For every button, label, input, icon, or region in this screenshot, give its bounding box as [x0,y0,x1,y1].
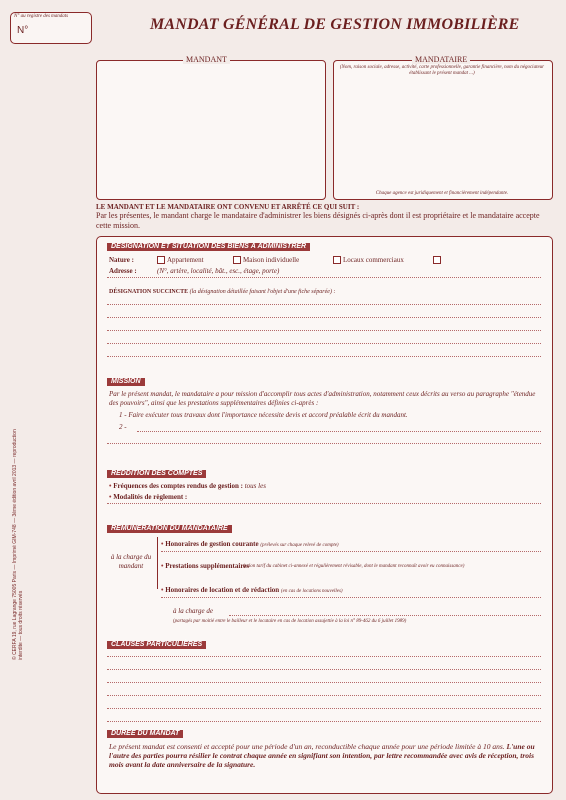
succincte-label: DÉSIGNATION SUCCINCTE (la désignation détaillée faisant l'objet d'une fiche séparée) : [109,289,336,295]
reddition-header: REDDITION DES COMPTES [107,470,206,478]
checkbox-icon[interactable] [233,256,241,264]
mission-line[interactable] [107,443,541,444]
nature-label: Nature : [109,256,134,264]
prestations-note: (selon tarif du cabinet ci-annexé et régulièrement révisable, dont le mandant reconnaît avoir eu connaissance) [243,564,465,569]
option-locaux[interactable]: Locaux commerciaux [333,256,404,264]
mission-item-1: 1 - Faire exécuter tous travaux dont l'importance nécessite devis et accord préalable écrit du mandant. [119,411,408,419]
charge-de-line[interactable] [229,615,541,616]
mandataire-box[interactable] [333,55,553,200]
clauses-line[interactable] [107,721,541,722]
adresse-label: Adresse : [109,267,137,275]
designation-header: DÉSIGNATION ET SITUATION DES BIENS À ADMINISTRER [107,243,310,251]
main-form-box [96,236,553,794]
designation-line[interactable] [107,317,541,318]
location-line[interactable] [161,597,541,598]
charge-de: à la charge de [173,607,213,615]
honoraires-location: • Honoraires de location et de rédaction (en cas de locations nouvelles) [161,586,343,594]
designation-line[interactable] [107,343,541,344]
honoraires-line[interactable] [161,551,541,552]
clauses-line[interactable] [107,695,541,696]
mandant-box[interactable] [96,55,326,200]
remuneration-header: RÉMUNÉRATION DU MANDATAIRE [107,525,232,533]
clauses-line[interactable] [107,669,541,670]
honoraires-courante: • Honoraires de gestion courante (prélevés sur chaque relevé de compte) [161,540,339,548]
modalites-line[interactable] [107,503,541,504]
mission-item-2: 2 - [119,423,127,431]
charge-mandant: à la charge du mandant [110,553,152,570]
mandataire-note: (Nom, raison sociale, adresse, activité, carte professionnelle, garantie financière, nom du négociateur établissant le présent mandat ...) [339,65,545,76]
bracket-divider [157,537,158,589]
adresse-hint: (N°, artère, localité, bât., esc., étage, porte) [157,267,280,275]
mission-line[interactable] [137,431,541,432]
side-imprint: © CERFA 19, rue Lagrange 75005 Paris — Imprimé GIM-748 — 3ème édition avril 2013 — reproduction interdite — tous droits réservés [12,429,24,660]
mandataire-label: MANDATAIRE [412,55,470,64]
option-other[interactable] [433,256,443,264]
clauses-line[interactable] [107,656,541,657]
duree-header: DURÉE DU MANDAT [107,730,183,738]
duree-text: Le présent mandat est consenti et accepté pour une période d'un an, reconductible chaque année pour une période limitée à 10 ans. L'une ou l'autre des parties pourra résilier le contrat chaque année en signifiant son intention, par lettre recommandée avec avis de réception, trois mois avant la date anniversaire de la signature. [109,742,535,769]
adresse-line[interactable] [107,277,541,278]
modalites-item: • Modalités de règlement : [109,493,188,501]
register-number-label: N° [17,25,29,36]
option-appartement[interactable]: Appartement [157,256,204,264]
checkbox-icon[interactable] [157,256,165,264]
mandataire-footer: Chaque agence est juridiquement et financièrement indépendante. [375,191,509,196]
mandant-label: MANDANT [183,55,230,64]
clauses-line[interactable] [107,682,541,683]
checkbox-icon[interactable] [433,256,441,264]
clauses-line[interactable] [107,708,541,709]
mission-header: MISSION [107,378,145,386]
register-label: N° au registre des mandats [14,14,69,19]
mission-text: Par le présent mandat, le mandataire a pour mission d'accomplir tous actes d'administration, notamment ceux décrits au verso au paragraphe "étendue des pouvoirs", ainsi que les prestations supplémentaires définies ci-après : [109,390,536,407]
prestations: • Prestations supplémentaires [161,562,250,570]
frequence-item: • Fréquences des comptes rendus de gestion : tous les [109,482,266,490]
register-box[interactable] [10,12,92,44]
agreement-heading: LE MANDANT ET LE MANDATAIRE ONT CONVENU ET ARRÊTÉ CE QUI SUIT : [96,203,360,211]
option-maison[interactable]: Maison individuelle [233,256,299,264]
agreement-text: Par les présentes, le mandant charge le mandataire d'administrer les biens désignés ci-après dont il est propriétaire et le mandataire accepte cette mission. [96,211,540,230]
page-title: MANDAT GÉNÉRAL DE GESTION IMMOBILIÈRE [150,16,520,33]
designation-line[interactable] [107,330,541,331]
clauses-header: CLAUSES PARTICULIÈRES [107,641,206,649]
designation-line[interactable] [107,356,541,357]
designation-line[interactable] [107,304,541,305]
checkbox-icon[interactable] [333,256,341,264]
partage-note: (partagés par moitié entre le bailleur et le locataire en cas de location assujettie à la loi n° 89-462 du 6 juillet 1989) [173,619,407,624]
